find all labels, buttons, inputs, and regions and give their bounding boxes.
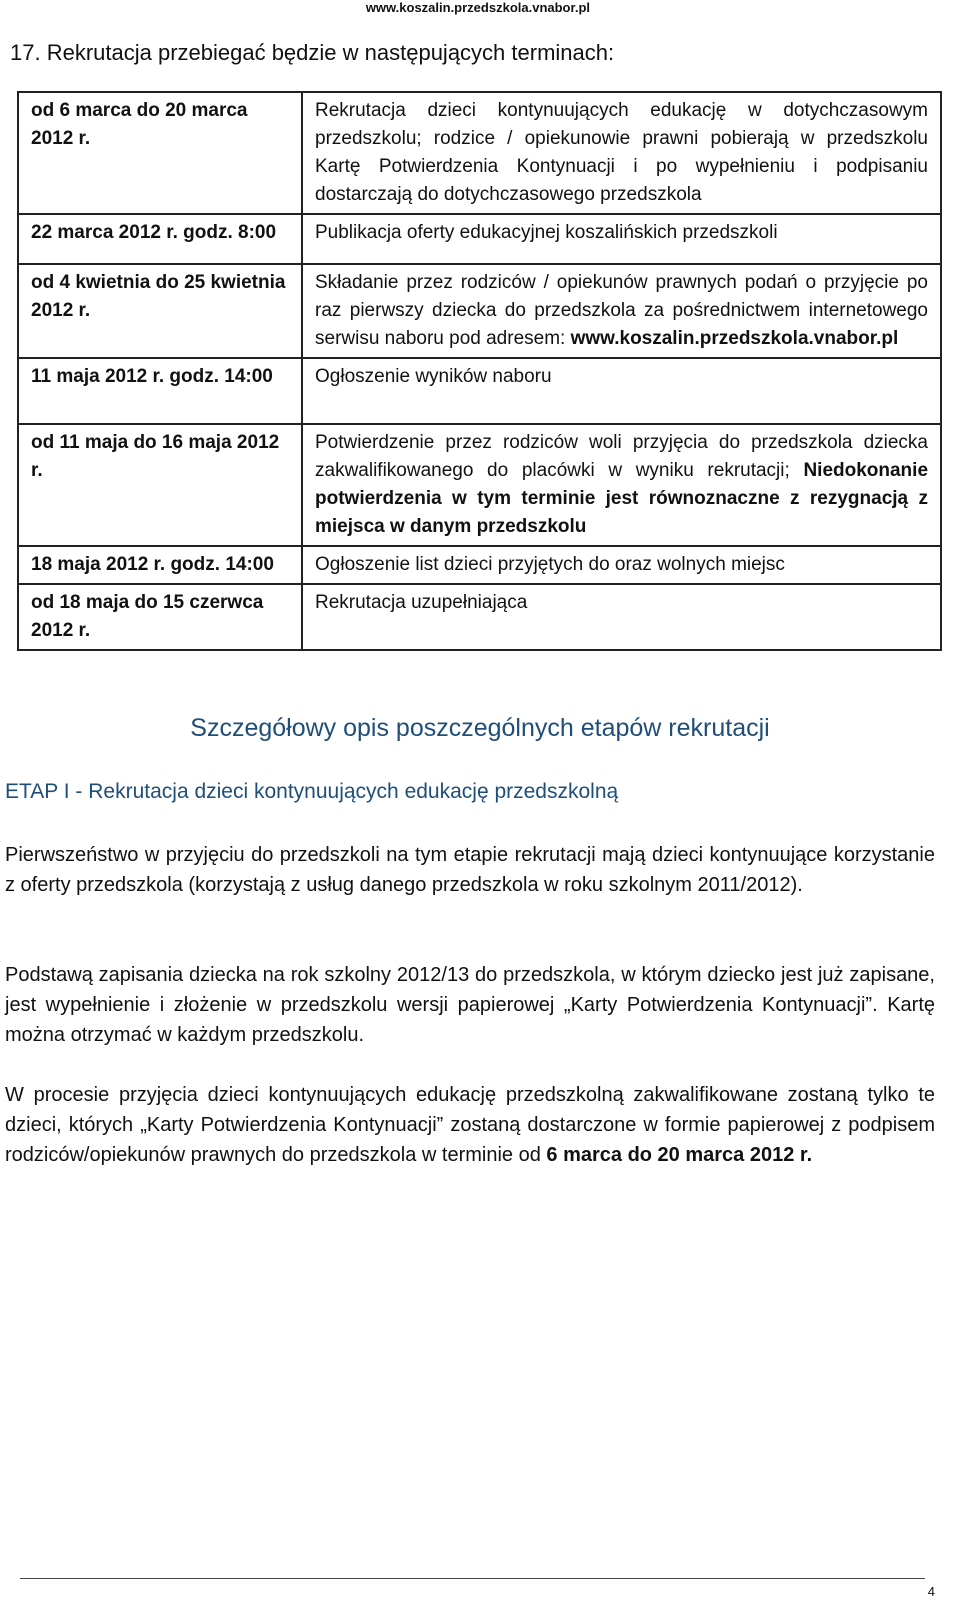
schedule-desc: Ogłoszenie list dzieci przyjętych do oraz wolnych miejsc — [302, 546, 941, 584]
table-row — [18, 214, 941, 264]
footer-divider — [20, 1578, 925, 1579]
schedule-date: 18 maja 2012 r. godz. 14:00 — [18, 546, 302, 584]
paragraph-text: W procesie przyjęcia dzieci kontynuujących edukację przedszkolną zakwalifikowane zostaną tylko te dzieci, których „Karty Potwierdzenia Kontynuacji” zostaną dostarczone w formie papierowej z podpisem rodziców/opiekunów prawnych do przedszkola w terminie od — [5, 1084, 935, 1166]
schedule-desc: Rekrutacja dzieci kontynuujących edukację w dotychczasowym przedszkolu; rodzice / opiekunowie prawni pobierają w przedszkolu Kartę Potwierdzenia Kontynuacji i po wypełnieniu i podpisaniu dostarczają do dotychczasowego przedszkola — [302, 92, 941, 214]
schedule-table — [17, 91, 942, 651]
schedule-date: od 4 kwietnia do 25 kwietnia 2012 r. — [18, 264, 302, 358]
schedule-desc: Publikacja oferty edukacyjnej koszalińskich przedszkoli — [302, 214, 941, 264]
page-number: 4 — [927, 1584, 935, 1599]
schedule-date: od 18 maja do 15 czerwca 2012 r. — [18, 584, 302, 650]
table-row — [18, 584, 941, 650]
schedule-desc-bold: Niedokonanie potwierdzenia w tym terminie jest równoznaczne z rezygnacją z miejsca w danym przedszkolu — [315, 460, 929, 537]
schedule-desc: Ogłoszenie wyników naboru — [302, 358, 941, 424]
deadline-text: 6 marca do 20 marca 2012 r. — [546, 1144, 813, 1166]
schedule-desc-text: Składanie przez rodziców / opiekunów prawnych podań o przyjęcie po raz pierwszy dziecka do przedszkola za pośrednictwem internetowego serwisu naboru pod adresem: — [315, 272, 928, 349]
table-row — [18, 546, 941, 584]
table-row — [18, 92, 941, 214]
service-url: www.koszalin.przedszkola.vnabor.pl — [570, 328, 899, 349]
schedule-desc — [302, 424, 941, 546]
paragraph: Podstawą zapisania dziecka na rok szkolny 2012/13 do przedszkola, w którym dziecko jest już zapisane, jest wypełnienie i złożenie w przedszkolu wersji papierowej „Karty Potwierdzenia Kontynuacji”. Kartę można otrzymać w każdym przedszkolu. — [5, 964, 935, 1046]
etap-heading: ETAP I - Rekrutacja dzieci kontynuujących edukację przedszkolną — [5, 780, 619, 803]
schedule-desc-text: Potwierdzenie przez rodziców woli przyjęcia do przedszkola dziecka zakwalifikowanego do placówki w wyniku rekrutacji; — [315, 432, 928, 481]
header-url: www.koszalin.przedszkola.vnabor.pl — [365, 0, 590, 15]
schedule-date: od 11 maja do 16 maja 2012 r. — [18, 424, 302, 546]
section-title: 17. Rekrutacja przebiegać będzie w następujących terminach: — [10, 40, 615, 65]
details-heading: Szczegółowy opis poszczególnych etapów rekrutacji — [190, 714, 770, 742]
schedule-desc: Rekrutacja uzupełniająca — [302, 584, 941, 650]
paragraph: Pierwszeństwo w przyjęciu do przedszkoli na tym etapie rekrutacji mają dzieci kontynuujące korzystanie z oferty przedszkola (korzystają z usług danego przedszkola w roku szkolnym 2011/2012). — [5, 844, 935, 896]
table-row — [18, 424, 941, 546]
schedule-desc — [302, 264, 941, 358]
table-row — [18, 264, 941, 358]
paragraph — [5, 1080, 935, 1170]
table-row — [18, 358, 941, 424]
schedule-date: 22 marca 2012 r. godz. 8:00 — [18, 214, 302, 264]
schedule-date: od 6 marca do 20 marca 2012 r. — [18, 92, 302, 214]
schedule-date: 11 maja 2012 r. godz. 14:00 — [18, 358, 302, 424]
